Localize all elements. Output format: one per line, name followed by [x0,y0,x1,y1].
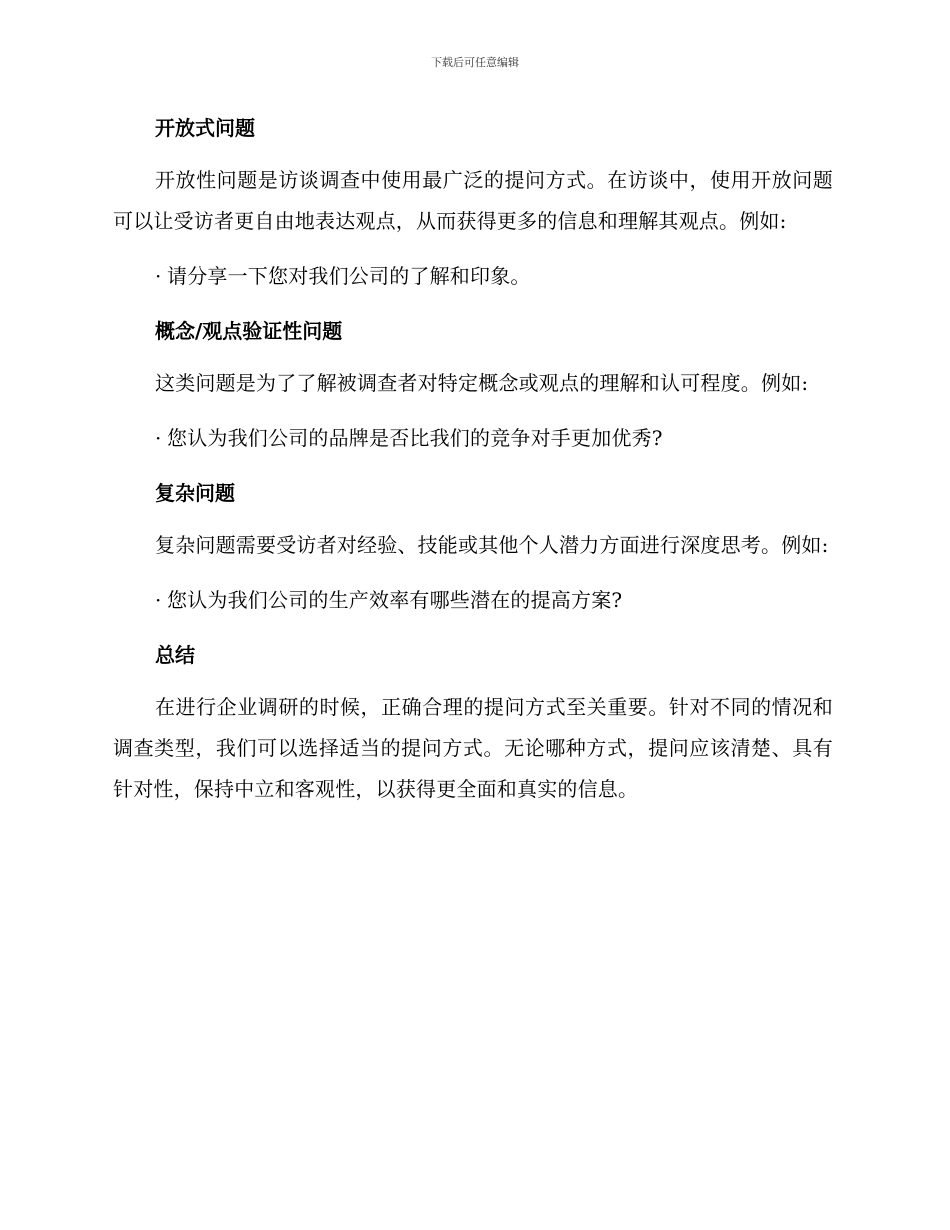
section-concept-validation-questions [113,311,833,459]
bullet-item [113,256,833,297]
bullet-text: 请分享一下您对我们公司的了解和印象。 [167,264,531,288]
section-heading: 概念/观点验证性问题 [155,319,343,343]
section-heading: 复杂问题 [155,481,235,505]
section-complex-questions [113,473,833,621]
bullet-marker: · [155,588,162,612]
bullet-marker: · [155,264,162,288]
section-summary [113,635,833,810]
bullet-text: 您认为我们公司的品牌是否比我们的竞争对手更加优秀? [167,426,663,450]
section-paragraph: 开放性问题是访谈调查中使用最广泛的提问方式。在访谈中，使用开放问题可以让受访者更自由地表达观点，从而获得更多的信息和理解其观点。例如: [113,168,833,233]
section-heading: 总结 [155,643,195,667]
section-open-questions [113,108,833,297]
bullet-item [113,418,833,459]
section-heading: 开放式问题 [155,116,255,140]
page-header-note: 下载后可任意编辑 [431,56,519,69]
section-paragraph: 在进行企业调研的时候，正确合理的提问方式至关重要。针对不同的情况和调查类型，我们可以选择适当的提问方式。无论哪种方式，提问应该清楚、具有针对性，保持中立和客观性，以获得更全面和真实的信息。 [113,695,833,801]
section-paragraph: 复杂问题需要受访者对经验、技能或其他个人潜力方面进行深度思考。例如: [155,533,829,557]
bullet-item [113,580,833,621]
bullet-marker: · [155,426,162,450]
bullet-text: 您认为我们公司的生产效率有哪些潜在的提高方案? [167,588,623,612]
section-paragraph: 这类问题是为了了解被调查者对特定概念或观点的理解和认可程度。例如: [155,371,809,395]
document-body [113,108,833,824]
